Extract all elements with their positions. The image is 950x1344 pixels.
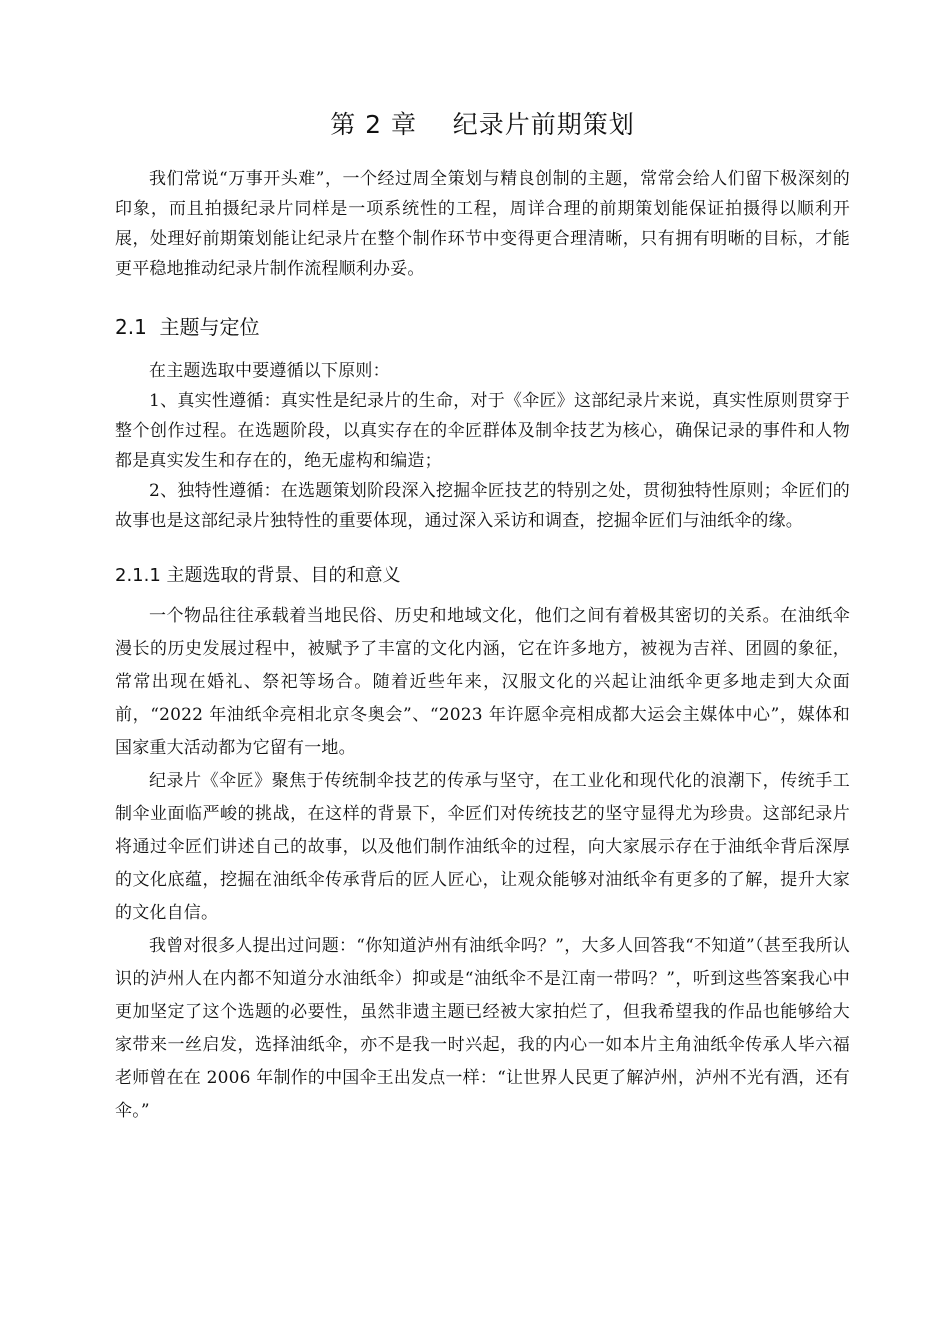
principles-intro-paragraph: 在主题选取中要遵循以下原则： [149, 361, 390, 381]
significance-paragraph: 我曾对很多人提出过问题：“你知道泸州有油纸伞吗？”，大多人回答我“不知道”（甚至我所认识的泸州人在内都不知道分水油纸伞）抑或是“油纸伞不是江南一带吗？”，听到这些答案我心中更加坚定了这个选题的必要性，虽然非遗主题已经被大家拍烂了，但我希望我的作品也能够给大家带来一丝启发，选择油纸伞，亦不是我一时兴起，我的内心一如本片主角油纸伞传承人毕六福老师曾在在 2006 年制作的中国伞王出发点一样：“让世界人民更了解泸州，泸州不光有酒，还有伞。” [115, 936, 850, 1121]
purpose-paragraph: 纪录片《伞匠》聚焦于传统制伞技艺的传承与坚守，在工业化和现代化的浪潮下，传统手工制伞业面临严峻的挑战，在这样的背景下，伞匠们对传统技艺的坚守显得尤为珍贵。这部纪录片将通过伞匠们讲述自己的故事，以及他们制作油纸伞的过程，向大家展示存在于油纸伞背后深厚的文化底蕴，挖掘在油纸伞传承背后的匠人匠心，让观众能够对油纸伞有更多的了解，提升大家的文化自信。 [115, 771, 850, 923]
background-paragraph: 一个物品往往承载着当地民俗、历史和地域文化，他们之间有着极其密切的关系。在油纸伞漫长的历史发展过程中，被赋予了丰富的文化内涵，它在许多地方，被视为吉祥、团圆的象征，常常出现在婚礼、祭祀等场合。随着近些年来，汉服文化的兴起让油纸伞更多地走到大众面前，“2022 年油纸伞亮相北京冬奥会”、“2023 年许愿伞亮相成都大运会主媒体中心”，媒体和国家重大活动都为它留有一地。 [115, 606, 850, 758]
section-heading-2-1-1: 2.1.1 主题选取的背景、目的和意义 [115, 565, 401, 586]
intro-paragraph: 我们常说“万事开头难”，一个经过周全策划与精良创制的主题，常常会给人们留下极深刻的印象，而且拍摄纪录片同样是一项系统性的工程，周详合理的前期策划能保证拍摄得以顺利开展，处理好前期策划能让纪录片在整个制作环节中变得更合理清晰，只有拥有明晰的目标，才能更平稳地推动纪录片制作流程顺利办妥。 [115, 169, 850, 279]
section-heading-2-1: 2.1 主题与定位 [115, 315, 260, 339]
authenticity-principle-paragraph: 1、真实性遵循：真实性是纪录片的生命，对于《伞匠》这部纪录片来说，真实性原则贯穿于整个创作过程。在选题阶段，以真实存在的伞匠群体及制伞技艺为核心，确保记录的事件和人物都是真实发生和存在的，绝无虚构和编造； [115, 391, 850, 471]
chapter-title: 第 2 章 纪录片前期策划 [330, 110, 635, 139]
document-page [115, 108, 850, 1128]
uniqueness-principle-paragraph: 2、独特性遵循：在选题策划阶段深入挖掘伞匠技艺的特别之处，贯彻独特性原则；伞匠们的故事也是这部纪录片独特性的重要体现，通过深入采访和调查，挖掘伞匠们与油纸伞的缘。 [115, 481, 850, 531]
